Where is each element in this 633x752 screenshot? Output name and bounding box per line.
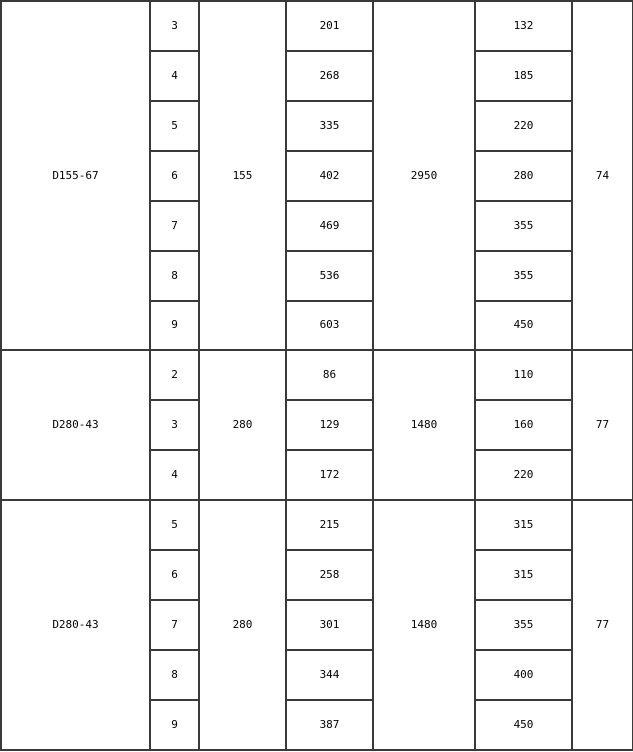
power-cell: 355 [475, 201, 572, 251]
power-cell: 355 [475, 600, 572, 650]
power-cell: 220 [475, 101, 572, 151]
stages-cell: 5 [150, 500, 199, 550]
efficiency-cell: 77 [572, 500, 633, 750]
power-cell: 132 [475, 1, 572, 51]
table-row [1, 1, 633, 51]
power-cell: 185 [475, 51, 572, 101]
stages-cell: 4 [150, 450, 199, 500]
speed-cell: 2950 [373, 1, 475, 350]
table-row [1, 350, 633, 400]
stages-cell: 6 [150, 151, 199, 201]
model-cell: D155-67 [1, 1, 150, 350]
head-cell: 536 [286, 251, 373, 301]
stages-cell: 2 [150, 350, 199, 400]
flow-cell: 280 [199, 350, 286, 500]
power-cell: 355 [475, 251, 572, 301]
power-cell: 450 [475, 700, 572, 750]
flow-cell: 280 [199, 500, 286, 750]
stages-cell: 9 [150, 301, 199, 351]
power-cell: 315 [475, 550, 572, 600]
head-cell: 402 [286, 151, 373, 201]
stages-cell: 8 [150, 650, 199, 700]
head-cell: 344 [286, 650, 373, 700]
table-row [1, 500, 633, 550]
stages-cell: 5 [150, 101, 199, 151]
power-cell: 160 [475, 400, 572, 450]
head-cell: 129 [286, 400, 373, 450]
speed-cell: 1480 [373, 500, 475, 750]
head-cell: 86 [286, 350, 373, 400]
model-cell: D280-43 [1, 350, 150, 500]
head-cell: 387 [286, 700, 373, 750]
power-cell: 110 [475, 350, 572, 400]
head-cell: 172 [286, 450, 373, 500]
stages-cell: 9 [150, 700, 199, 750]
head-cell: 201 [286, 1, 373, 51]
stages-cell: 4 [150, 51, 199, 101]
speed-cell: 1480 [373, 350, 475, 500]
head-cell: 258 [286, 550, 373, 600]
efficiency-cell: 74 [572, 1, 633, 350]
stages-cell: 3 [150, 1, 199, 51]
power-cell: 400 [475, 650, 572, 700]
power-cell: 315 [475, 500, 572, 550]
power-cell: 450 [475, 301, 572, 351]
head-cell: 603 [286, 301, 373, 351]
stages-cell: 6 [150, 550, 199, 600]
stages-cell: 7 [150, 201, 199, 251]
head-cell: 301 [286, 600, 373, 650]
stages-cell: 8 [150, 251, 199, 301]
power-cell: 220 [475, 450, 572, 500]
head-cell: 268 [286, 51, 373, 101]
head-cell: 215 [286, 500, 373, 550]
model-cell: D280-43 [1, 500, 150, 750]
efficiency-cell: 77 [572, 350, 633, 500]
stages-cell: 7 [150, 600, 199, 650]
flow-cell: 155 [199, 1, 286, 350]
stages-cell: 3 [150, 400, 199, 450]
head-cell: 335 [286, 101, 373, 151]
power-cell: 280 [475, 151, 572, 201]
head-cell: 469 [286, 201, 373, 251]
